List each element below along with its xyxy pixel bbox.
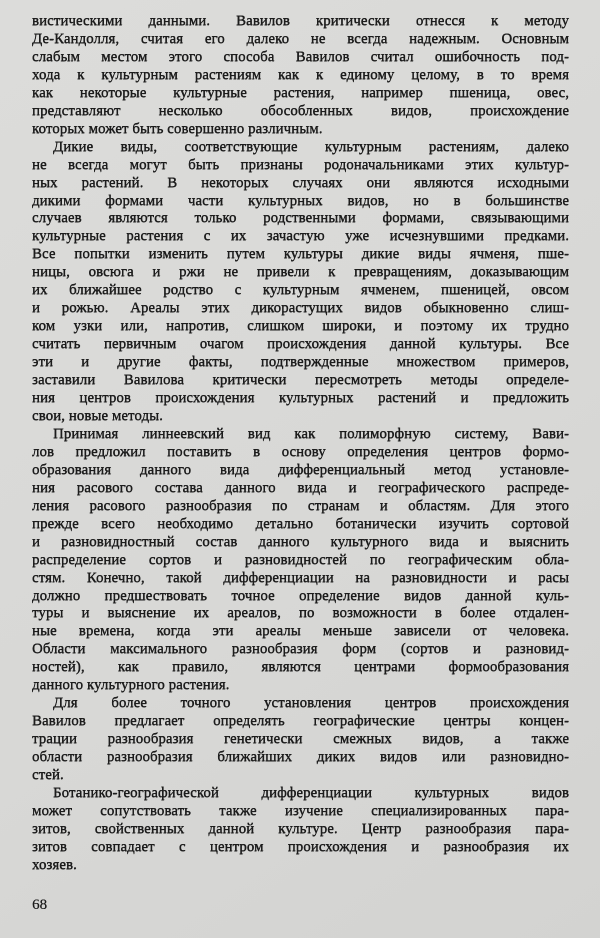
text-line: Ботанико-географической дифференциации культурных видов <box>53 784 569 801</box>
text-line: стей. <box>32 767 64 784</box>
text-line: вистическими данными. Вавилов критически отнесся к методу <box>32 13 569 29</box>
text-line: хода к культурным растениям как к единому целому, в то время <box>32 66 569 83</box>
text-line: которых может быть совершенно различным. <box>32 120 323 137</box>
text-line: культурные растения с их зачастую уже исчезнувшими предками. <box>32 228 569 245</box>
text-line: ностей), как правило, являются центрами формообразования <box>32 659 569 676</box>
text-line: заставили Вавилова критически пересмотреть методы определе- <box>32 372 569 389</box>
text-line: трации разнообразия генетически смежных видов, а также <box>32 731 569 748</box>
paragraph-2 <box>32 139 569 426</box>
text-line: зитов совпадает с центром происхождения и разнообразия их <box>32 838 569 855</box>
text-line: и рожью. Ареалы этих дикорастущих видов обыкновенно слиш- <box>32 300 569 317</box>
text-line: и разновидностный состав данного культурного вида и выяснить <box>32 533 569 550</box>
text-line: данного культурного растения. <box>32 677 230 694</box>
text-line: области разнообразия ближайших диких видов или разновидно- <box>32 749 569 766</box>
text-line: представляют несколько обособленных видов, происхождение <box>32 102 569 119</box>
text-line: Все попытки изменить путем культуры дикие виды ячменя, пше- <box>32 246 569 263</box>
text-line: туры и выяснение их ареалов, по возможности в более отдален- <box>32 605 569 622</box>
text-line: ные времена, когда эти ареалы меньше зависели от человека. <box>32 623 569 640</box>
text-line: стям. Конечно, такой дифференциации на разновидности и расы <box>32 569 569 586</box>
text-line: лов предложил поставить в основу определения центров формо- <box>32 443 569 460</box>
text-line: Области максимального разнообразия форм (сортов и разновид- <box>32 641 569 658</box>
page-text <box>32 13 569 875</box>
text-line: распределение сортов и разновидностей по географическим обла- <box>32 551 569 568</box>
text-line: не всегда могут быть признаны родоначальниками этих культур- <box>32 156 569 173</box>
text-line: ницы, овсюга и ржи не привели к превращениям, доказывающим <box>32 264 569 281</box>
text-line: Де-Кандолля, считая его далеко не всегда надежным. Основным <box>32 30 569 47</box>
text-line: образования данного вида дифференциальный метод установле- <box>32 461 569 478</box>
text-line: свои, новые методы. <box>32 407 163 424</box>
paragraph-4 <box>32 695 569 785</box>
text-line: как некоторые культурные растения, например пшеница, овес, <box>32 84 569 101</box>
text-line: Для более точного установления центров происхождения <box>53 695 569 712</box>
text-line: эти и другие факты, подтвержденные множеством примеров, <box>32 354 569 371</box>
paragraph-1 <box>32 13 569 139</box>
text-line: зитов, свойственных данной культуре. Центр разнообразия пара- <box>32 820 569 837</box>
text-line: прежде всего необходимо детально ботанически изучить сортовой <box>32 515 569 532</box>
text-line: ком узки или, напротив, слишком широки, и поэтому их трудно <box>32 318 569 335</box>
text-line: случаев являются только родственными формами, связывающими <box>32 210 569 227</box>
text-line: дикими формами части культурных видов, но в большинстве <box>32 192 569 209</box>
text-line: их ближайшее родство с культурным ячменем, пшеницей, овсом <box>32 282 569 299</box>
text-line: Дикие виды, соответствующие культурным растениям, далеко <box>53 138 569 155</box>
text-line: Принимая линнеевский вид как полиморфную систему, Вави- <box>53 425 569 442</box>
text-line: может сопутствовать также изучение специализированных пара- <box>32 802 569 819</box>
page-number: 68 <box>32 897 47 913</box>
text-line: Вавилов предлагает определять географические центры концен- <box>32 713 569 730</box>
paragraph-3 <box>32 426 569 695</box>
text-line: должно предшествовать точное определение видов данной куль- <box>32 587 569 604</box>
text-line: ления расового разнообразия по странам и областям. Для этого <box>32 497 569 514</box>
text-line: ния центров происхождения культурных растений и предложить <box>32 390 569 407</box>
text-line: ных растений. В некоторых случаях они являются исходными <box>32 174 569 191</box>
text-line: хозяев. <box>32 856 77 873</box>
text-line: ния расового состава данного вида и географического распреде- <box>32 479 569 496</box>
text-line: слабым местом этого способа Вавилов считал ошибочность под- <box>32 48 569 65</box>
text-line: считать первичным очагом происхождения данной культуры. Все <box>32 336 569 353</box>
paragraph-5 <box>32 785 569 875</box>
